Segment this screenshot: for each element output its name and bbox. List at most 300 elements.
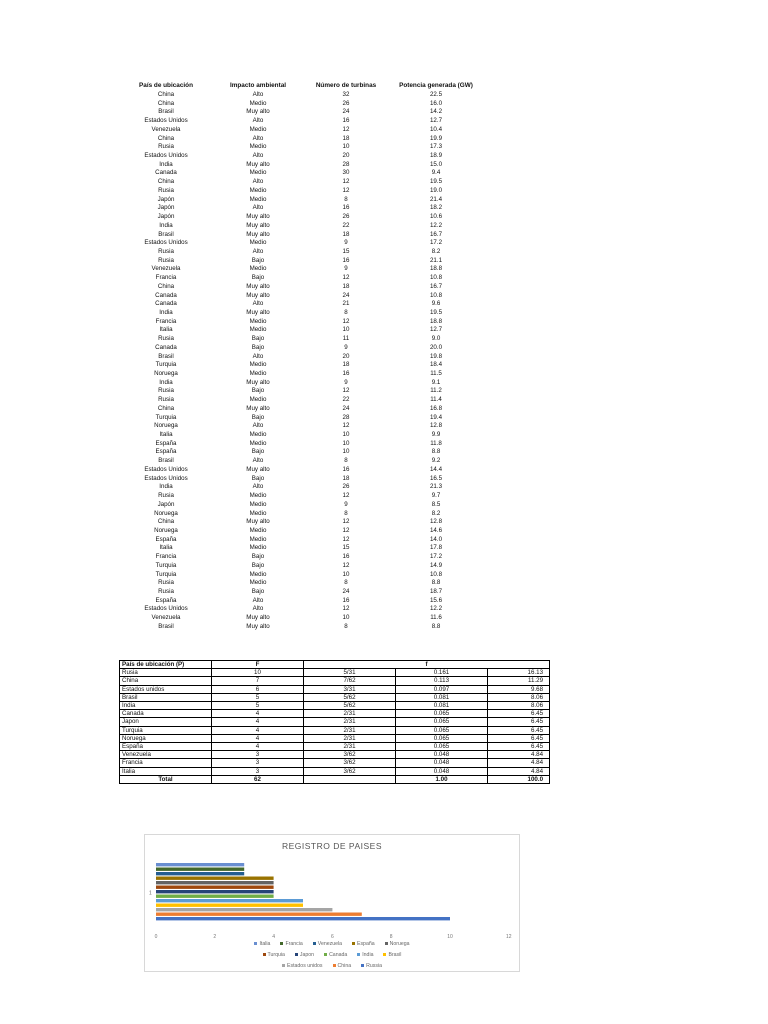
freq-cell-fraction: 3/31 (304, 685, 396, 693)
cell-turbinas: 18 (342, 361, 350, 369)
cell-turbinas: 9 (344, 500, 348, 508)
cell-turbinas: 16 (342, 117, 350, 125)
cell-impacto: Medio (249, 195, 267, 203)
raw-table-row (118, 257, 498, 266)
raw-table-row (118, 100, 498, 109)
cell-potencia: 16.8 (429, 404, 443, 412)
freq-cell-fraction: 5/62 (304, 702, 396, 710)
bar-españa (156, 877, 274, 880)
raw-table-row (118, 318, 498, 327)
legend-label: Francia (285, 940, 303, 947)
freq-cell-pais: Estados unidos (120, 685, 212, 693)
freq-cell-fraction: 7/62 (304, 677, 396, 685)
cell-impacto: Alto (252, 596, 264, 604)
cell-turbinas: 10 (342, 570, 350, 578)
bar-brasil (156, 904, 303, 907)
raw-table-row (118, 579, 498, 588)
cell-pais: Noruega (154, 422, 178, 430)
cell-impacto: Medio (249, 361, 267, 369)
cell-potencia: 16.7 (429, 282, 443, 290)
freq-cell-pais: Venezuela (120, 751, 212, 759)
raw-table-row (118, 440, 498, 449)
raw-table-row (118, 597, 498, 606)
cell-potencia: 10.8 (429, 570, 443, 578)
freq-total-decimal: 1.00 (396, 775, 488, 783)
cell-potencia: 19.8 (429, 352, 443, 360)
freq-total-F: 62 (212, 775, 304, 783)
cell-turbinas: 32 (342, 91, 350, 98)
cell-turbinas: 12 (342, 492, 350, 500)
cell-impacto: Medio (249, 239, 267, 247)
raw-table-row (118, 483, 498, 492)
freq-cell-fraction: 2/31 (304, 743, 396, 751)
cell-impacto: Alto (252, 247, 264, 255)
cell-impacto: Muy alto (246, 465, 270, 473)
freq-header-pais: País de ubicación (P) (120, 661, 212, 669)
legend-swatch (280, 942, 283, 945)
raw-table-row (118, 527, 498, 536)
cell-potencia: 12.8 (429, 518, 443, 526)
cell-impacto: Medio (249, 439, 267, 447)
raw-table-row (118, 361, 498, 370)
cell-pais: Canada (155, 300, 177, 308)
cell-turbinas: 9 (344, 343, 348, 351)
x-tick-label: 10 (447, 934, 453, 940)
cell-potencia: 18.8 (429, 265, 443, 273)
raw-table-row (118, 457, 498, 466)
raw-table-row (118, 292, 498, 301)
cell-turbinas: 15 (342, 544, 350, 552)
freq-cell-decimal: 0.048 (396, 759, 488, 767)
cell-turbinas: 22 (342, 396, 350, 404)
frequency-table (119, 660, 550, 784)
freq-cell-decimal: 0.113 (396, 677, 488, 685)
cell-potencia: 9.7 (431, 492, 441, 500)
freq-cell-percent: 4.84 (488, 759, 550, 767)
cell-impacto: Bajo (251, 335, 265, 343)
cell-pais: Noruega (154, 526, 178, 534)
cell-potencia: 8.2 (431, 247, 441, 255)
cell-pais: Venezuela (151, 265, 181, 273)
cell-impacto: Medio (249, 544, 267, 552)
cell-pais: Rusia (158, 587, 174, 595)
raw-table-row (118, 379, 498, 388)
cell-pais: Rusia (158, 247, 174, 255)
raw-table-row (118, 196, 498, 205)
freq-cell-pais: España (120, 743, 212, 751)
category-label: 1 (149, 890, 152, 897)
cell-impacto: Medio (249, 186, 267, 194)
cell-turbinas: 18 (342, 134, 350, 142)
cell-impacto: Medio (249, 125, 267, 133)
cell-pais: Rusia (158, 186, 174, 194)
cell-turbinas: 16 (342, 465, 350, 473)
x-tick-label: 0 (154, 934, 158, 940)
cell-potencia: 15.6 (429, 596, 443, 604)
legend-label: Noruega (389, 940, 410, 947)
cell-impacto: Alto (252, 152, 264, 160)
freq-cell-fraction: 5/31 (304, 669, 396, 677)
freq-cell-F: 4 (212, 710, 304, 718)
cell-pais: Francia (155, 553, 177, 561)
raw-table-row (118, 475, 498, 484)
bar-russia (156, 917, 450, 920)
freq-cell-fraction: 3/62 (304, 767, 396, 775)
freq-cell-decimal: 0.065 (396, 710, 488, 718)
cell-potencia: 18.2 (429, 204, 443, 212)
freq-cell-F: 4 (212, 743, 304, 751)
raw-table-row (118, 614, 498, 623)
raw-table-row (118, 213, 498, 222)
cell-impacto: Medio (249, 396, 267, 404)
freq-cell-pais: India (120, 702, 212, 710)
cell-potencia: 8.8 (431, 448, 441, 456)
cell-potencia: 8.8 (431, 579, 441, 587)
cell-potencia: 14.0 (429, 535, 443, 543)
cell-pais: Italia (159, 431, 173, 439)
freq-cell-percent: 6.45 (488, 734, 550, 742)
raw-table-row (118, 544, 498, 553)
cell-impacto: Alto (252, 178, 264, 186)
cell-pais: Turquia (155, 413, 177, 421)
cell-impacto: Muy alto (246, 308, 270, 316)
cell-potencia: 12.2 (429, 605, 443, 613)
cell-pais: Canada (155, 291, 177, 299)
cell-pais: China (157, 518, 175, 526)
cell-impacto: Medio (249, 579, 267, 587)
legend-item (361, 963, 382, 969)
legend-label: Brasil (388, 951, 402, 958)
cell-potencia: 16.7 (429, 230, 443, 238)
raw-table-row (118, 510, 498, 519)
cell-turbinas: 12 (342, 274, 350, 282)
cell-impacto: Alto (252, 134, 264, 142)
legend-label: Estados unidos (287, 962, 323, 969)
legend-swatch (263, 953, 266, 956)
freq-cell-decimal: 0.065 (396, 726, 488, 734)
legend-item (385, 941, 410, 947)
bar-francia (156, 868, 244, 871)
frequency-table-row (120, 677, 550, 685)
bar-india (156, 899, 303, 902)
cell-pais: China (157, 282, 175, 290)
freq-header-f: f (304, 661, 550, 669)
legend-swatch (313, 942, 316, 945)
freq-cell-decimal: 0.048 (396, 751, 488, 759)
cell-turbinas: 20 (342, 152, 350, 160)
cell-pais: Estados Unidos (144, 474, 188, 482)
cell-turbinas: 9 (344, 265, 348, 273)
cell-turbinas: 10 (342, 614, 350, 622)
cell-turbinas: 12 (342, 186, 350, 194)
cell-pais: Japón (157, 500, 175, 508)
cell-potencia: 18.4 (429, 361, 443, 369)
cell-impacto: Medio (249, 431, 267, 439)
cell-turbinas: 26 (342, 213, 350, 221)
frequency-table-row (120, 743, 550, 751)
legend-item (282, 963, 322, 969)
cell-pais: Rusia (158, 335, 174, 343)
raw-table-row (118, 562, 498, 571)
cell-potencia: 17.2 (429, 553, 443, 561)
raw-table-row (118, 448, 498, 457)
cell-potencia: 8.8 (431, 622, 441, 630)
raw-table-row (118, 169, 498, 178)
raw-table-row (118, 623, 498, 632)
cell-pais: Estados Unidos (144, 239, 188, 247)
freq-header-F: F (212, 661, 304, 669)
raw-table-row (118, 178, 498, 187)
cell-potencia: 11.4 (430, 396, 442, 404)
freq-cell-decimal: 0.065 (396, 734, 488, 742)
freq-cell-pais: Italia (120, 767, 212, 775)
cell-pais: Rusia (158, 143, 174, 151)
cell-impacto: Bajo (251, 387, 265, 395)
cell-impacto: Alto (252, 117, 264, 125)
legend-swatch (333, 964, 336, 967)
freq-cell-percent: 6.45 (488, 710, 550, 718)
legend-swatch (383, 953, 386, 956)
legend-label: India (362, 951, 374, 958)
cell-impacto: Alto (252, 91, 264, 98)
cell-turbinas: 18 (342, 474, 350, 482)
cell-impacto: Medio (249, 535, 267, 543)
raw-table-row (118, 161, 498, 170)
freq-cell-F: 5 (212, 693, 304, 701)
cell-pais: India (159, 308, 173, 316)
frequency-table-row (120, 702, 550, 710)
raw-table-row (118, 152, 498, 161)
cell-pais: Brasil (158, 622, 174, 630)
cell-potencia: 11.8 (430, 439, 442, 447)
cell-potencia: 8.2 (431, 509, 441, 517)
cell-turbinas: 16 (342, 370, 350, 377)
legend-swatch (361, 964, 364, 967)
cell-pais: Estados Unidos (144, 605, 188, 613)
freq-cell-decimal: 0.097 (396, 685, 488, 693)
cell-pais: China (157, 99, 175, 107)
cell-turbinas: 16 (342, 553, 350, 561)
cell-impacto: Bajo (251, 413, 265, 421)
cell-potencia: 18.7 (429, 587, 443, 595)
freq-cell-decimal: 0.065 (396, 718, 488, 726)
raw-table-row (118, 204, 498, 213)
cell-pais: China (157, 91, 175, 98)
cell-pais: Brasil (158, 457, 174, 465)
freq-cell-F: 3 (212, 767, 304, 775)
frequency-table-row (120, 718, 550, 726)
cell-impacto: Muy alto (246, 282, 270, 290)
raw-table-row (118, 492, 498, 501)
legend-swatch (385, 942, 388, 945)
freq-total-label: Total (120, 775, 212, 783)
cell-impacto: Muy alto (246, 614, 270, 622)
cell-potencia: 14.6 (429, 526, 443, 534)
cell-pais: Brasil (158, 108, 174, 116)
raw-table-row (118, 265, 498, 274)
legend-item (357, 952, 373, 958)
cell-impacto: Muy alto (246, 160, 270, 168)
cell-impacto: Muy alto (246, 213, 270, 221)
cell-pais: India (159, 221, 173, 229)
cell-turbinas: 11 (342, 335, 350, 343)
cell-potencia: 10.4 (429, 125, 443, 133)
cell-turbinas: 16 (342, 204, 350, 212)
cell-turbinas: 24 (342, 404, 350, 412)
raw-table-row (118, 422, 498, 431)
cell-impacto: Muy alto (246, 221, 270, 229)
cell-pais: Japón (157, 195, 175, 203)
raw-table-row (118, 239, 498, 248)
legend-label: Russia (366, 962, 382, 969)
freq-cell-percent: 6.45 (488, 726, 550, 734)
freq-cell-F: 4 (212, 726, 304, 734)
legend-row (145, 949, 519, 960)
cell-impacto: Medio (249, 317, 267, 325)
cell-turbinas: 20 (342, 352, 350, 360)
cell-impacto: Alto (252, 457, 264, 465)
cell-impacto: Alto (252, 300, 264, 308)
freq-cell-F: 6 (212, 685, 304, 693)
freq-cell-decimal: 0.048 (396, 767, 488, 775)
cell-turbinas: 18 (342, 282, 350, 290)
cell-impacto: Medio (249, 526, 267, 534)
cell-turbinas: 26 (342, 99, 350, 107)
cell-potencia: 21.1 (429, 256, 443, 264)
freq-total-fraction (304, 775, 396, 783)
legend-item (324, 952, 347, 958)
legend-label: Turquia (267, 951, 285, 958)
cell-turbinas: 21 (342, 300, 350, 308)
cell-turbinas: 24 (342, 587, 350, 595)
cell-pais: Venezuela (151, 614, 181, 622)
freq-cell-F: 10 (212, 669, 304, 677)
legend-swatch (324, 953, 327, 956)
cell-potencia: 17.3 (429, 143, 443, 151)
raw-data-table (118, 80, 498, 632)
frequency-table-total-row (120, 775, 550, 783)
cell-pais: Venezuela (151, 125, 181, 133)
cell-potencia: 12.8 (429, 422, 443, 430)
x-tick-label: 12 (506, 934, 512, 940)
freq-cell-F: 4 (212, 718, 304, 726)
chart-legend (145, 938, 519, 971)
cell-turbinas: 22 (342, 221, 350, 229)
legend-item (352, 941, 375, 947)
cell-impacto: Muy alto (246, 230, 270, 238)
raw-table-row (118, 108, 498, 117)
cell-potencia: 8.5 (431, 500, 441, 508)
cell-turbinas: 12 (342, 422, 350, 430)
raw-table-row (118, 536, 498, 545)
cell-turbinas: 24 (342, 291, 350, 299)
cell-impacto: Muy alto (246, 378, 270, 386)
cell-pais: China (157, 404, 175, 412)
freq-cell-percent: 4.84 (488, 751, 550, 759)
cell-impacto: Bajo (251, 561, 265, 569)
cell-potencia: 19.5 (429, 178, 443, 186)
cell-turbinas: 10 (342, 439, 350, 447)
cell-pais: España (155, 596, 177, 604)
freq-cell-pais: Rusia (120, 669, 212, 677)
x-tick-label: 8 (389, 934, 393, 940)
cell-turbinas: 15 (342, 247, 350, 255)
freq-cell-fraction: 2/31 (304, 726, 396, 734)
header-impacto: Impacto ambiental (229, 82, 287, 89)
cell-potencia: 22.5 (429, 91, 443, 98)
cell-impacto: Medio (249, 169, 267, 177)
raw-table-row (118, 326, 498, 335)
bar-estados-unidos (156, 908, 332, 911)
freq-cell-pais: Canada (120, 710, 212, 718)
cell-impacto: Alto (252, 483, 264, 491)
cell-potencia: 12.7 (429, 326, 443, 334)
cell-potencia: 9.1 (431, 378, 441, 386)
raw-table-row (118, 126, 498, 135)
cell-pais: Brasil (158, 230, 174, 238)
raw-table-row (118, 518, 498, 527)
raw-table-row (118, 187, 498, 196)
cell-pais: India (159, 483, 173, 491)
cell-potencia: 12.7 (429, 117, 443, 125)
cell-impacto: Muy alto (246, 108, 270, 116)
cell-turbinas: 12 (342, 178, 350, 186)
cell-potencia: 19.4 (429, 413, 443, 421)
cell-potencia: 17.8 (429, 544, 443, 552)
cell-potencia: 15.0 (429, 160, 443, 168)
cell-potencia: 18.9 (429, 152, 443, 160)
cell-potencia: 14.2 (429, 108, 443, 116)
raw-table-row (118, 353, 498, 362)
cell-turbinas: 12 (342, 387, 350, 395)
cell-impacto: Bajo (251, 553, 265, 561)
cell-turbinas: 8 (344, 308, 348, 316)
cell-potencia: 10.8 (429, 274, 443, 282)
raw-table-row (118, 231, 498, 240)
x-tick-label: 6 (331, 934, 334, 940)
cell-turbinas: 12 (342, 317, 350, 325)
cell-turbinas: 16 (342, 596, 350, 604)
freq-cell-decimal: 0.081 (396, 702, 488, 710)
bar-noruega (156, 881, 274, 884)
cell-turbinas: 10 (342, 431, 350, 439)
cell-potencia: 9.6 (431, 300, 441, 308)
cell-potencia: 9.2 (431, 457, 441, 465)
raw-table-row (118, 501, 498, 510)
legend-label: Canada (329, 951, 348, 958)
cell-potencia: 10.6 (429, 213, 443, 221)
legend-swatch (295, 953, 298, 956)
frequency-table-row (120, 751, 550, 759)
raw-table-row (118, 387, 498, 396)
cell-pais: Estados Unidos (144, 465, 188, 473)
cell-turbinas: 9 (344, 239, 348, 247)
cell-potencia: 17.2 (429, 239, 443, 247)
raw-table-row (118, 300, 498, 309)
freq-cell-percent: 8.06 (488, 693, 550, 701)
cell-pais: Turquia (155, 570, 177, 578)
freq-cell-F: 5 (212, 702, 304, 710)
cell-turbinas: 18 (342, 230, 350, 238)
cell-pais: India (159, 160, 173, 168)
legend-label: Venezuela (317, 940, 342, 947)
x-tick-label: 4 (272, 934, 275, 940)
cell-turbinas: 8 (344, 195, 348, 203)
cell-turbinas: 12 (342, 605, 350, 613)
cell-turbinas: 8 (344, 457, 348, 465)
frequency-table-row (120, 726, 550, 734)
cell-potencia: 11.5 (430, 370, 442, 377)
